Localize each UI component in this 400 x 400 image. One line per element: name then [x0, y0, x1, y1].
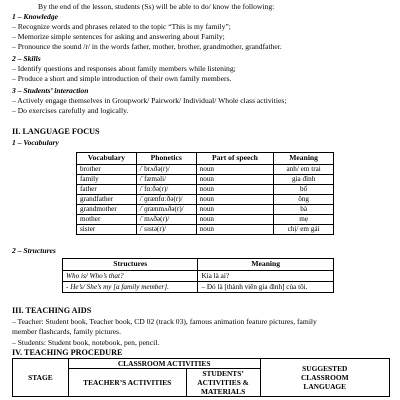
interaction-heading: 3 – Students’ interaction — [12, 86, 89, 95]
structure-meaning: Kia là ai? — [198, 271, 334, 282]
vocab-word: father — [77, 185, 137, 195]
vocab-part-of-speech: noun — [196, 205, 274, 215]
structures-table — [62, 258, 334, 293]
skills-item: – Produce a short and simple introduction of their own family members. — [12, 74, 232, 83]
students-activities-line: STUDENTS’ — [202, 369, 244, 378]
suggested-language-line: CLASSROOM — [300, 373, 349, 382]
vocab-part-of-speech: noun — [196, 225, 274, 235]
students-activities-line: MATERIALS — [200, 387, 246, 396]
column-header: Part of speech — [196, 153, 274, 165]
vocab-word: sister — [77, 225, 137, 235]
vocab-word: grandfather — [77, 195, 137, 205]
vocabulary-table — [76, 152, 334, 235]
structure-text: - He’s/ She’s my [a family member]. — [63, 282, 198, 293]
intro-text: By the end of the lesson, students (Ss) will be able to do/ know the following: — [38, 2, 275, 11]
table-row — [63, 271, 334, 282]
table-row — [77, 195, 334, 205]
column-header: Vocabulary — [77, 153, 137, 165]
vocab-phonetics: /ˈbrʌðə(r)/ — [136, 165, 196, 175]
table-header-row — [77, 153, 334, 165]
structures-heading: 2 – Structures — [12, 246, 56, 255]
table-row — [77, 225, 334, 235]
vocabulary-heading: 1 – Vocabulary — [12, 138, 59, 147]
vocab-part-of-speech: noun — [196, 165, 274, 175]
vocab-word: grandmother — [77, 205, 137, 215]
teaching-procedure-title: IV. TEACHING PROCEDURE — [12, 348, 123, 357]
vocab-phonetics: /ˈfɑːðə(r)/ — [136, 185, 196, 195]
vocab-meaning: bà — [274, 205, 334, 215]
table-row — [77, 185, 334, 195]
teaching-aids-teacher: – Teacher: Student book, Teacher book, CD 02 (track 03), famous animation feature pictures, family — [12, 317, 317, 326]
vocab-phonetics: /ˈsɪstə(r)/ — [136, 225, 196, 235]
knowledge-item: – Memorize simple sentences for asking and answering about Family; — [12, 32, 225, 41]
knowledge-item: – Pronounce the sound /r/ in the words father, mother, brother, grandmother, grandfather. — [12, 42, 282, 51]
knowledge-heading: 1 – Knowledge — [12, 12, 58, 21]
language-focus-title: II. LANGUAGE FOCUS — [12, 127, 100, 136]
skills-heading: 2 – Skills — [12, 54, 41, 63]
table-row — [77, 165, 334, 175]
stage-header: STAGE — [13, 359, 69, 397]
table-header-row — [13, 359, 390, 369]
table-row — [77, 215, 334, 225]
teaching-aids-students: – Students: Student book, notebook, pen, pencil. — [12, 338, 160, 347]
teaching-aids-teacher-continued: member flashcards, family pictures. — [12, 327, 122, 336]
vocab-phonetics: /ˈmʌðə(r)/ — [136, 215, 196, 225]
vocab-part-of-speech: noun — [196, 185, 274, 195]
table-row — [63, 282, 334, 293]
column-header: Meaning — [198, 259, 334, 271]
vocab-part-of-speech: noun — [196, 215, 274, 225]
vocab-word: brother — [77, 165, 137, 175]
table-row — [77, 205, 334, 215]
vocab-meaning: chị/ em gái — [274, 225, 334, 235]
vocab-phonetics: /ˈɡrænmʌðə(r)/ — [136, 205, 196, 215]
vocab-meaning: ông — [274, 195, 334, 205]
interaction-item: – Do exercises carefully and logically. — [12, 106, 129, 115]
teacher-activities-header: TEACHER’S ACTIVITIES — [68, 369, 186, 397]
teaching-procedure-table — [12, 358, 390, 397]
skills-item: – Identify questions and responses about family members while listening; — [12, 64, 236, 73]
structure-text: Who is/ Who’s that? — [63, 271, 198, 282]
suggested-language-line: SUGGESTED — [302, 364, 348, 373]
table-header-row — [63, 259, 334, 271]
column-header: Meaning — [274, 153, 334, 165]
students-activities-header — [186, 369, 260, 397]
vocab-part-of-speech: noun — [196, 175, 274, 185]
vocab-phonetics: /ˈfæməli/ — [136, 175, 196, 185]
vocab-meaning: anh/ em trai — [274, 165, 334, 175]
column-header: Phonetics — [136, 153, 196, 165]
suggested-language-header — [260, 359, 389, 397]
knowledge-item: – Recognize words and phrases related to the topic “This is my family”; — [12, 22, 231, 31]
vocab-word: mother — [77, 215, 137, 225]
teaching-aids-title: III. TEACHING AIDS — [12, 306, 92, 315]
table-row — [77, 175, 334, 185]
structure-meaning: – Đó là [thành viên gia đình] của tôi. — [198, 282, 334, 293]
vocab-word: family — [77, 175, 137, 185]
vocab-meaning: gia đình — [274, 175, 334, 185]
vocab-part-of-speech: noun — [196, 195, 274, 205]
vocab-phonetics: /ˈɡrænfɑːðə(r)/ — [136, 195, 196, 205]
column-header: Structures — [63, 259, 198, 271]
classroom-activities-header: CLASSROOM ACTIVITIES — [68, 359, 260, 369]
interaction-item: – Actively engage themselves in Groupwork/ Pairwork/ Individual/ Whole class activities; — [12, 96, 287, 105]
suggested-language-line: LANGUAGE — [303, 382, 347, 391]
vocab-meaning: mẹ — [274, 215, 334, 225]
vocab-meaning: bố — [274, 185, 334, 195]
students-activities-line: ACTIVITIES & — [197, 378, 249, 387]
